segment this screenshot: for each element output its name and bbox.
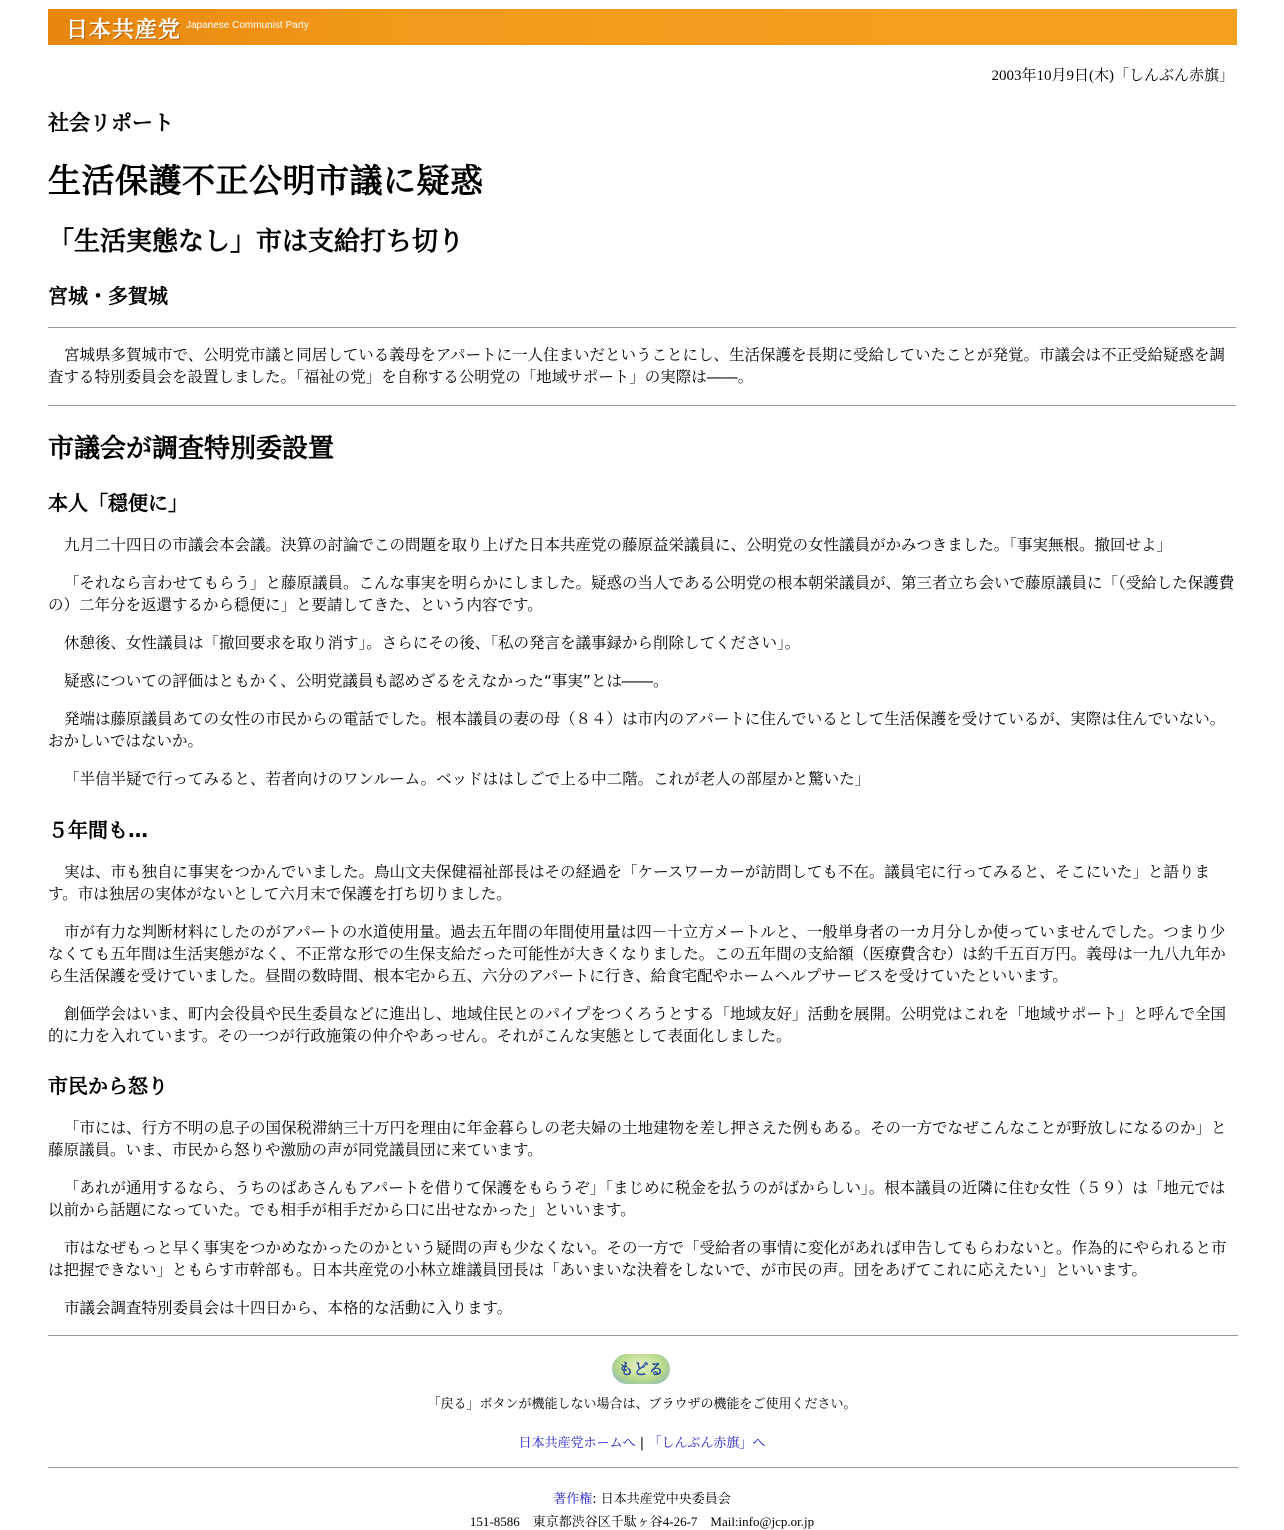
address: 151-8586 東京都渋谷区千駄ヶ谷4-26-7 Mail:info@jcp.or.jp xyxy=(469,1514,815,1529)
paragraph: 実は、市も独自に事実をつかんでいました。鳥山文夫保健福祉部長はその経過を「ケースワーカーが訪問しても不在。議員宅に行ってみると、そこにいた」と語ります。市は独居の実体がないとして六月末で保護を打ち切りました。 xyxy=(48,863,1210,903)
logo-en-text: Japanese Communist Party xyxy=(186,20,309,31)
paragraph: 「市には、行方不明の息子の国保税滞納三十万円を理由に年金暮らしの老夫婦の土地建物を差し押さえた例もある。その一方でなぜこんなことが野放しになるのか」と藤原議員。いま、市民から怒りや激励の声が同党議員団に来ています。 xyxy=(48,1119,1227,1159)
footer-links xyxy=(0,1432,1284,1451)
back-button[interactable]: もどる xyxy=(612,1354,670,1384)
divider xyxy=(48,1467,1238,1468)
article-kicker: 社会リポート xyxy=(48,111,174,135)
divider xyxy=(48,1335,1238,1336)
subheading-1: 本人「穏便に」 xyxy=(48,491,188,515)
paragraph: 市が有力な判断材料にしたのがアパートの水道使用量。過去五年間の年間使用量は四－十立方メートルと、一般単身者の一カ月分しか使っていませんでした。つまり少なくても五年間は生活実態がなく、不正常な形での生保支給だった可能性が大きくなりました。この五年間の支給額（医療費含む）は約千五百万円。義母は一九八九年から生活保護を受けていました。昼間の数時間、根本宅から五、六分のアパートに行き、給食宅配やホームヘルプサービスを受けていたといいます。 xyxy=(48,923,1226,985)
logo-jp-text: 日本共産党 xyxy=(66,18,182,43)
paragraph: 発端は藤原議員あての女性の市民からの電話でした。根本議員の妻の母（８４）は市内のアパートに住んでいるとして生活保護を受けているが、実際は住んでいない。おかしいではないか。 xyxy=(48,710,1226,750)
paragraph: 創価学会はいま、町内会役員や民生委員などに進出し、地域住民とのパイプをつくろうとする「地域友好」活動を展開。公明党はこれを「地域サポート」と呼んで全国的に力を入れています。その一つが行政施策の仲介やあっせん。それがこんな実態として表面化しました。 xyxy=(48,1005,1227,1045)
copyright-owner: : 日本共産党中央委員会 xyxy=(592,1492,731,1507)
link-separator: | xyxy=(639,1436,645,1451)
header-banner xyxy=(48,9,1237,45)
paragraph: 休憩後、女性議員は「撤回要求を取り消す」。さらにその後、「私の発言を議事録から削除してください」。 xyxy=(64,634,801,652)
dateline: 2003年10月9日(木)「しんぶん赤旗」 xyxy=(991,68,1234,84)
article-subtitle: 「生活実態なし」市は支給打ち切り xyxy=(48,227,465,257)
copyright-link[interactable]: 著作権 xyxy=(553,1492,593,1507)
party-logo[interactable] xyxy=(48,9,408,45)
paragraph: 「それなら言わせてもらう」と藤原議員。こんな事実を明らかにしました。疑惑の当人である公明党の根本朝栄議員が、第三者立ち会いで藤原議員に「（受給した保護費の）二年分を返還するから穏便に」と要請してきた、という内容です。 xyxy=(48,574,1235,614)
section-heading: 市議会が調査特別委設置 xyxy=(48,434,335,464)
home-link[interactable]: 日本共産党ホームへ xyxy=(518,1436,636,1451)
subheading-3: 市民から怒り xyxy=(48,1074,168,1098)
paragraph: 市はなぜもっと早く事実をつかめなかったのかという疑問の声も少なくない。その一方で「受給者の事情に変化があれば申告してもらわないと。作為的にやられると市は把握できない」ともらす市幹部も。日本共産党の小林立雄議員団長は「あいまいな決着をしないで、が市民の声。団をあげてこれに応えたい」といいます。 xyxy=(48,1239,1227,1279)
paragraph: 疑惑についての評価はともかく、公明党議員も認めざるをえなかった“事実”とは――。 xyxy=(64,672,669,690)
divider xyxy=(48,327,1236,328)
lead-paragraph: 宮城県多賀城市で、公明党市議と同居している義母をアパートに一人住まいだということにし、生活保護を長期に受給していたことが発覚。市議会は不正受給疑惑を調査する特別委員会を設置しました。「福祉の党」を自称する公明党の「地域サポート」の実際は――。 xyxy=(48,346,1225,386)
copyright xyxy=(0,1488,1284,1507)
article-title: 生活保護不正公明市議に疑惑 xyxy=(48,161,484,200)
paragraph: 「半信半疑で行ってみると、若者向けのワンルーム。ベッドははしごで上る中二階。これが老人の部屋かと驚いた」 xyxy=(64,770,871,788)
article-place: 宮城・多賀城 xyxy=(48,284,168,308)
paragraph: 「あれが通用するなら、うちのばあさんもアパートを借りて保護をもらうぞ」「まじめに税金を払うのがばからしい」。根本議員の近隣に住む女性（５９）は「地元では以前から話題になっていた。でも相手が相手だから口に出せなかった」といいます。 xyxy=(48,1179,1226,1219)
back-note: 「戻る」ボタンが機能しない場合は、ブラウザの機能をご使用ください。 xyxy=(427,1397,857,1412)
paragraph: 九月二十四日の市議会本会議。決算の討論でこの問題を取り上げた日本共産党の藤原益栄議員に、公明党の女性議員がかみつきました。「事実無根。撤回せよ」 xyxy=(64,536,1172,554)
akahata-link[interactable]: 「しんぶん赤旗」へ xyxy=(648,1436,766,1451)
paragraph: 市議会調査特別委員会は十四日から、本格的な活動に入ります。 xyxy=(64,1299,513,1317)
divider xyxy=(48,405,1236,406)
subheading-2: ５年間も… xyxy=(48,818,148,842)
